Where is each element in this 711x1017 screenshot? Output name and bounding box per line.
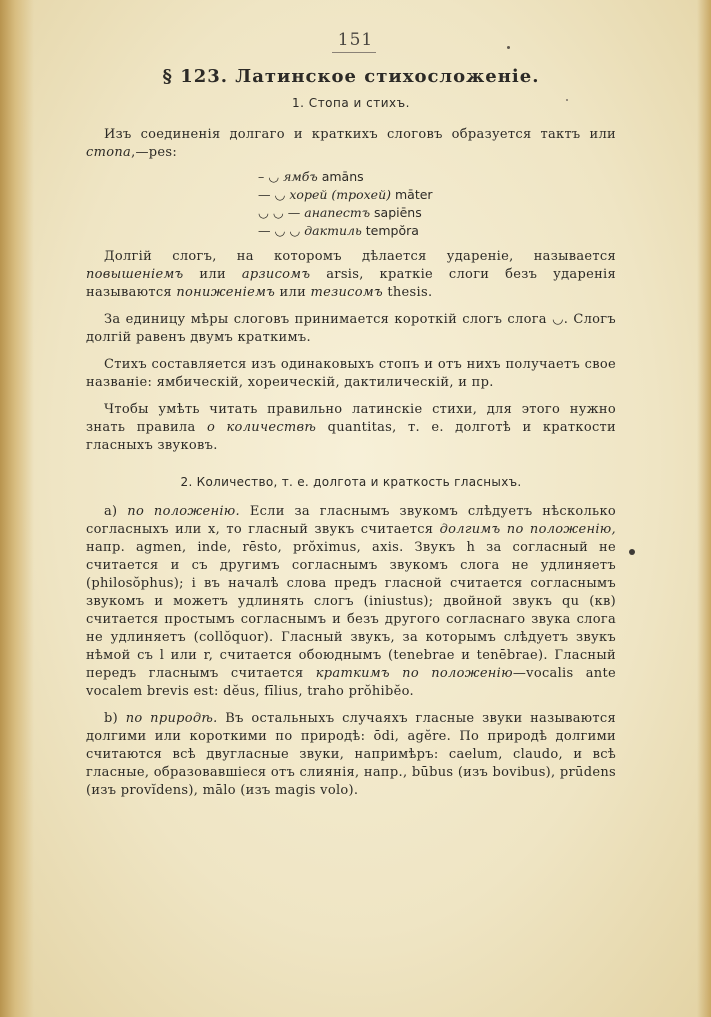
term: арзисомъ bbox=[241, 267, 311, 282]
term: краткимъ по положенію bbox=[315, 666, 513, 681]
item-label: а) bbox=[104, 504, 118, 519]
paragraph-intro bbox=[86, 126, 616, 162]
text: arsis, краткіе слоги безъ ударенія называются bbox=[86, 267, 616, 300]
foot-example: amāns bbox=[321, 169, 364, 184]
foot-example: sapiēns bbox=[374, 205, 422, 220]
foot-name: хорей (трохей) bbox=[289, 187, 392, 202]
text: —vocalis ante vocalem brevis est: dĕus, fīlius, traho prŏhibĕo. bbox=[86, 666, 616, 699]
page-edge-shadow-left bbox=[0, 0, 34, 1017]
term: по природѣ. bbox=[125, 711, 218, 726]
page-number-rule bbox=[332, 52, 376, 53]
page-content bbox=[86, 66, 616, 800]
foot-row-dactyl bbox=[258, 222, 616, 240]
metre-marks: ◡ ◡ — bbox=[258, 205, 301, 220]
text: Въ остальныхъ случаяхъ гласные звуки называются долгими или короткими по природѣ: ōdi, agĕre. По природѣ долгими считаются всѣ двугласные звуки, напримѣръ: caelum, claudo, и всѣ гласные, образовавшіеся отъ слиянія, напр., būbus (изъ bovibus), prūdens (изъ provĭdens), mālo (изъ magis volo). bbox=[86, 711, 616, 798]
metre-marks: — ◡ bbox=[258, 187, 286, 202]
text: или bbox=[275, 285, 311, 300]
foot-name: ямбъ bbox=[283, 169, 318, 184]
text: thesis. bbox=[382, 285, 433, 300]
subsection-title-2: 2. Количество, т. е. долгота и краткость гласныхъ. bbox=[180, 475, 522, 489]
foot-example: tempŏra bbox=[365, 223, 419, 238]
text: или bbox=[183, 267, 242, 282]
foot-example: māter bbox=[395, 187, 433, 202]
text: ,—pes: bbox=[131, 145, 178, 160]
paragraph-unit: За единицу мѣры слоговъ принимается короткій слогъ слога ◡. Слогъ долгій равенъ двумъ краткимъ. bbox=[86, 312, 616, 345]
text: Долгій слогъ, на которомъ дѣлается удареніе, называется bbox=[104, 249, 616, 264]
term: стопа bbox=[86, 145, 132, 160]
foot-row-iamb bbox=[258, 168, 616, 186]
text: напр. agmen, inde, rēsto, prŏximus, axis. Звукъ h за согласный не считается и съ другимъ согласнымъ звукомъ слога не удлиняетъ (philosŏphus); i въ началѣ слова предъ гласной считается согласнымъ звукомъ и можетъ удлинять слогъ (iniustus); двойной звукъ qu (кв) считается простымъ согласнымъ и безъ другого согласнаго звука слога не удлиняетъ (collŏquor). Гласный звукъ, за которымъ слѣдуетъ звукъ нѣмой съ l или r, считается обоюднымъ (tenebrae и tenēbrae). Гласный передъ гласнымъ считается bbox=[86, 540, 616, 681]
term: по положенію. bbox=[127, 504, 240, 519]
term: повышеніемъ bbox=[86, 267, 184, 282]
metre-marks: – ◡ bbox=[258, 169, 280, 184]
paragraph-reading bbox=[86, 401, 616, 455]
page-number: 151 bbox=[337, 30, 374, 50]
foot-name: дактиль bbox=[304, 223, 362, 238]
term: о количествѣ bbox=[206, 420, 317, 435]
paragraph-stress bbox=[86, 248, 616, 302]
section-title: § 123. Латинское стихосложеніе. bbox=[162, 66, 540, 87]
foot-row-trochee bbox=[258, 186, 616, 204]
term: тезисомъ bbox=[310, 285, 383, 300]
subsection-title-1: 1. Стопа и стихъ. bbox=[292, 96, 410, 110]
metre-marks: — ◡ ◡ bbox=[258, 223, 301, 238]
term: долгимъ по положенію, bbox=[439, 522, 616, 537]
feet-list bbox=[258, 168, 616, 240]
foot-row-anapest bbox=[258, 204, 616, 222]
text: Чтобы умѣть читать правильно латинскіе стихи, для этого нужно знать правила bbox=[86, 402, 616, 435]
text: Если за гласнымъ звукомъ слѣдуетъ нѣсколько согласныхъ или x, то гласный звукъ считается bbox=[86, 504, 616, 537]
foot-name: анапестъ bbox=[304, 205, 371, 220]
paragraph-position bbox=[86, 503, 616, 701]
term: пониженіемъ bbox=[176, 285, 276, 300]
item-label: b) bbox=[104, 711, 118, 726]
page-edge-shadow-right bbox=[697, 0, 711, 1017]
ink-blot bbox=[629, 549, 635, 555]
paragraph-nature bbox=[86, 710, 616, 800]
text: Изъ соединенія долгаго и краткихъ слоговъ образуется тактъ или bbox=[104, 127, 616, 142]
paragraph-verse: Стихъ составляется изъ одинаковыхъ стопъ и отъ нихъ получаетъ свое названіе: ямбическій, хореическій, дактилическій, и пр. bbox=[86, 357, 616, 390]
text: quantitas, т. е. долготѣ и краткости гласныхъ звуковъ. bbox=[86, 420, 617, 453]
